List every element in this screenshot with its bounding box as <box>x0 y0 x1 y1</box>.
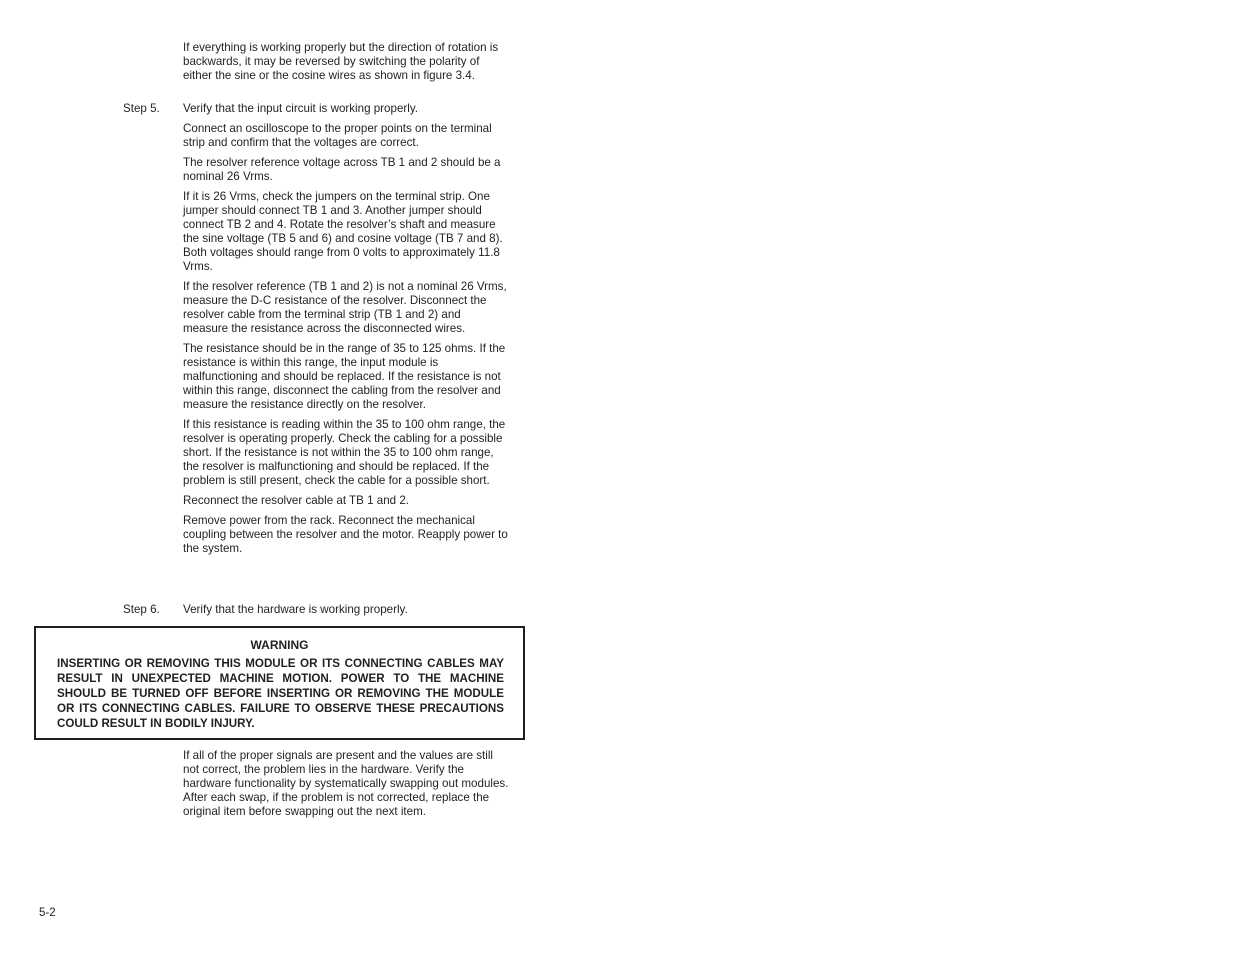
paragraph-reference-voltage: The resolver reference voltage across TB 1 and 2 should be a nominal 26 Vrms. <box>183 156 501 183</box>
paragraph-hardware: If all of the proper signals are present and the values are still not correct, the problem lies in the hardware. Verify the hardware functionality by systematically swapping out modules. After each swap, if the problem is not corrected, replace the original item before swapping out the next item. <box>183 749 509 818</box>
warning-title: WARNING <box>250 638 309 652</box>
paragraph-rotation: If everything is working properly but the direction of rotation is backwards, it may be reversed by switching the polarity of either the sine or the cosine wires as shown in figure 3.4. <box>183 41 499 82</box>
paragraph-jumpers: If it is 26 Vrms, check the jumpers on the terminal strip. One jumper should connect TB 1 and 3. Another jumper should connect TB 2 and 4. Rotate the resolver’s shaft and measure the sine voltage (TB 5 and 6) and cosine voltage (TB 7 and 8). Both voltages should range from 0 volts to approximately 11.8 Vrms. <box>183 190 503 273</box>
page-number: 5-2 <box>39 906 56 919</box>
step-5-label: Step 5. <box>123 102 160 115</box>
step-6-text: Verify that the hardware is working properly. <box>183 603 408 616</box>
step-6-label: Step 6. <box>123 603 160 616</box>
paragraph-oscilloscope: Connect an oscilloscope to the proper points on the terminal strip and confirm that the voltages are correct. <box>183 122 492 149</box>
step-6 <box>123 603 523 617</box>
paragraph-resistance-range: The resistance should be in the range of 35 to 125 ohms. If the resistance is within this range, the input module is malfunctioning and should be replaced. If the resistance is not within this range, disconnect the cabling from the resolver and measure the resistance directly on the resolver. <box>183 342 506 411</box>
paragraph-ohm-range: If this resistance is reading within the 35 to 100 ohm range, the resolver is operating properly. Check the cabling for a possible short. If the resistance is not within the 35 to 100 ohm range, the resolver is malfunctioning and should be replaced. If the problem is still present, check the cable for a possible short. <box>183 418 506 487</box>
step-5-text: Verify that the input circuit is working properly. <box>183 102 418 115</box>
warning-body: INSERTING OR REMOVING THIS MODULE OR ITS CONNECTING CABLES MAY RESULT IN UNEXPECTED MACHINE MOTION. POWER TO THE MACHINE SHOULD BE TURNED OFF BEFORE INSERTING OR REMOVING THE MODULE OR ITS CONNECTING CABLES. FAILURE TO OBSERVE THESE PRECAUTIONS COULD RESULT IN BODILY INJURY. <box>57 657 504 730</box>
step-5-body <box>183 122 509 562</box>
paragraph-dc-resistance: If the resolver reference (TB 1 and 2) is not a nominal 26 Vrms, measure the D-C resistance of the resolver. Disconnect the resolver cable from the terminal strip (TB 1 and 2) and measure the resistance across the disconnected wires. <box>183 280 507 335</box>
hardware-block <box>183 749 509 825</box>
paragraph-remove-power: Remove power from the rack. Reconnect the mechanical coupling between the resolver and the motor. Reapply power to the system. <box>183 514 508 555</box>
step-5 <box>123 102 523 116</box>
intro-block <box>183 41 509 89</box>
warning-box <box>34 626 525 740</box>
paragraph-reconnect: Reconnect the resolver cable at TB 1 and 2. <box>183 494 409 507</box>
